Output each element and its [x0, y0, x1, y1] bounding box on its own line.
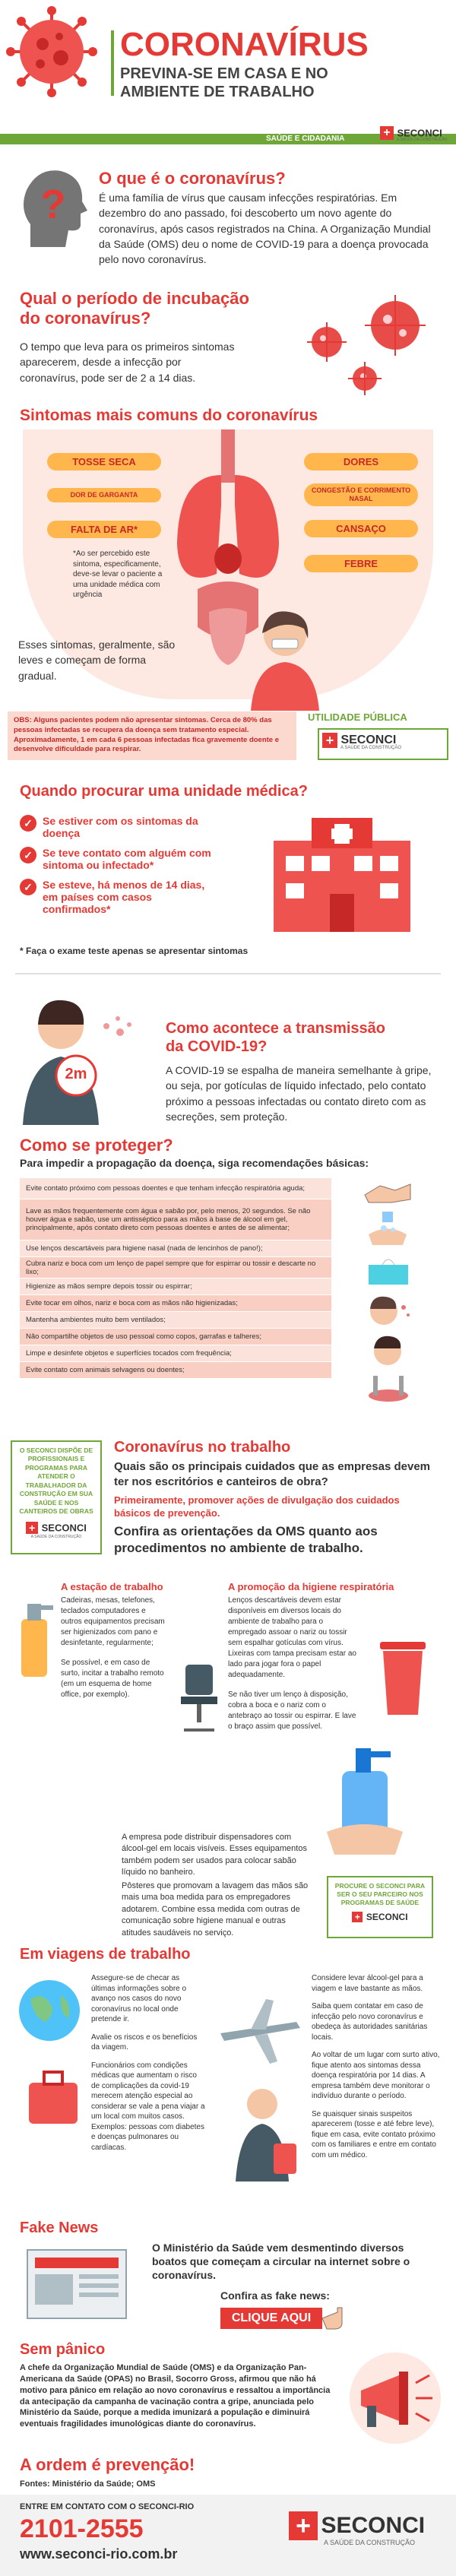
- protect-icons: [346, 1178, 437, 1406]
- symptom-dores: DORES: [304, 453, 418, 471]
- col1-title: A estação de trabalho: [61, 1581, 163, 1592]
- hospital-icon: [258, 810, 426, 939]
- work-side-text: O SECONCI DISPÕE DE PROFISSIONAIS E PROGRAMAS PARA ATENDER O TRABALHADOR DA CONSTRUÇÃO EM SUA SAÚDE E NOS CANTEIROS DE OBRAS: [19, 1446, 93, 1516]
- work-confirm: Confira as orientações da OMS quanto aos procedimentos no ambiente de trabalho.: [114, 1524, 378, 1556]
- seconci-cross-icon: +: [289, 2511, 318, 2540]
- gel-text1: A empresa pode distribuir dispensadores com álcool-gel em locais visíveis. Esses equipamentos também podem ser usados para colocar sabão líquido no banheiro.: [122, 1833, 307, 1877]
- table-row: Evite contato próximo com pessoas doentes e que tenham infecção respiratória aguda;: [20, 1178, 331, 1199]
- table-row: Lave as mãos frequentemente com água e sabão por, pelo menos, 20 segundos. Se não houver água e sabão, use um antisséptico para as mãos à base de álcool em gel, principalmente, após contato direto com pessoas doentes e antes de se alimentar;: [20, 1199, 331, 1240]
- table-row: Mantenha ambientes muito bem ventilados;: [20, 1312, 331, 1329]
- worried-woman-icon: [228, 604, 342, 711]
- panic-text: A chefe da Organização Mundial de Saúde (OMS) e da Organização Pan-Americana da Saúde (OPAS) no Brasil, Socorro Gross, afirmou que não há motivo para pânico em relação ao novo coronavírus e ressaltou a importância da antecipação da campanha de vacinação contra a gripe, anunciada pelo Ministério da Saúde, porque a medida imunizará a população e diminuirá eventuais fragilidades imunológicas diante do coronavírus.: [20, 2363, 331, 2429]
- symptom-febre: FEBRE: [304, 555, 418, 572]
- travel-col1: Assegure-se de checar as últimas informações sobre o avanço nos casos do novo coronavírus no local onde pretende ir. Avalie os riscos e os benefícios da viagem. Funcionários com condições médicas que aumentam o risco de complicações da covid-19 merecem atenção especial ao considerar se vale a pena viajar a um local com muitos casos. Exemplos: pessoas com diabetes e doenças pulmonares ou cardíacas.: [91, 1974, 205, 2152]
- obs-text: OBS: Alguns pacientes podem não apresentar sintomas. Cerca de 80% das pessoas infectadas se recupera da doença sem tratamento especial. Aproximadamente, 1 em cada 6 pessoas infectadas fica gravemente doente e desenvolve dificuldade para respirar.: [14, 716, 280, 754]
- trash-bin-icon: [372, 1634, 433, 1718]
- seconci-cross-icon: +: [380, 126, 394, 140]
- gel-text2: Pôsteres que promovam a lavagem das mãos são mais uma boa medida para os empregadores adotarem. Combine essa medida com outras de comunicação sobre higiene manual e outras atitudes saudáveis no serviço.: [122, 1881, 309, 1938]
- when-seek-list: [20, 815, 217, 923]
- fake-news-confira: Confira as fake news:: [220, 2289, 330, 2302]
- col2-title: A promoção da higiene respiratória: [228, 1581, 394, 1592]
- click-here-button[interactable]: CLIQUE AQUI: [220, 2308, 322, 2329]
- order-sources: Fontes: Ministério da Saúde; OMS: [20, 2479, 156, 2489]
- symptoms-severity: Esses sintomas, geralmente, são leves e começam de forma gradual.: [18, 638, 176, 682]
- transmission-title-2: da COVID-19?: [166, 1038, 268, 1055]
- distance-label: 2m: [65, 1066, 87, 1082]
- virus-icon: [6, 6, 97, 97]
- table-row: Evite tocar em olhos, nariz e boca com as mãos não higienizadas;: [20, 1295, 331, 1312]
- obs-logo-tagline: A SAÚDE DA CONSTRUÇÃO: [340, 746, 402, 750]
- incubation-text: O tempo que leva para os primeiros sintomas aparecerem, desde a infecção por coronavírus, pode ser de 2 a 14 dias.: [20, 341, 235, 384]
- order-title: A ordem é prevenção!: [20, 2455, 195, 2474]
- protect-subtitle: Para impedir a propagação da doença, siga recomendações básicas:: [20, 1157, 369, 1169]
- transmission-divider: [15, 973, 441, 974]
- work-first: Primeiramente, promover ações de divulgação dos cuidados básicos de prevenção.: [114, 1494, 400, 1519]
- header-divider: [111, 30, 114, 96]
- procure-box: [327, 1876, 433, 1938]
- seconci-cross-icon: +: [322, 733, 337, 748]
- header-logo: [380, 126, 448, 142]
- when-seek-note: * Faça o exame teste apenas se apresentar sintomas: [20, 946, 249, 956]
- page-subtitle-2: AMBIENTE DE TRABALHO: [120, 84, 315, 100]
- seconci-cross-icon: +: [26, 1522, 38, 1534]
- dishes-icon: [366, 1373, 411, 1403]
- handshake-icon: [361, 1180, 414, 1206]
- symptoms-title: Sintomas mais comuns do coronavírus: [20, 407, 318, 424]
- logo-tagline: A SAÚDE DA CONSTRUÇÃO: [397, 138, 448, 143]
- traveler-icon: [220, 2083, 304, 2182]
- protect-title: Como se proteger?: [20, 1136, 173, 1155]
- incubation-title-1: Qual o período de incubação: [20, 289, 249, 308]
- disinfectant-spray-icon: [14, 1596, 55, 1680]
- col2-text2: Se não tiver um lenço à disposição, cobra a boca e o nariz com o antebraço ao tossir ou espirrar. E lave o braço assim que possível.: [228, 1690, 356, 1731]
- fake-news-text: O Ministério da Saúde vem desmentindo diversos boatos que começam a circular na internet sobre o coronavírus.: [152, 2242, 410, 2282]
- suitcase-icon: [23, 2067, 84, 2128]
- work-title: Coronavírus no trabalho: [114, 1439, 291, 1456]
- list-item: ✓ Se estiver com os sintomas da doença: [20, 815, 217, 839]
- travel-col2: Considere levar álcool-gel para a viagem e lave bastante as mãos. Saiba quem contatar em caso de infecção pelo novo coronavírus e obedeça às autoridades sanitárias locais. Ao voltar de um lugar com surto ativo, fique atento aos sintomas dessa doença respiratória por 14 dias. A empresa também deve monitorar o indivíduo durante o período. Se quaisquer sinais suspeitos aparecerem (tosse e até febre leve), fique em casa, evite contato próximo com os familiares e entre em contato com um médico.: [312, 1974, 440, 2159]
- col1-text2: Se possível, e em caso de surto, incitar a trabalho remoto (em um esquema de home office, por exemplo).: [61, 1659, 164, 1699]
- page-subtitle-1: PREVINA-SE EM CASA E NO: [120, 65, 328, 82]
- face-touch-icon: [363, 1333, 413, 1368]
- when-seek-title: Quando procurar uma unidade médica?: [20, 783, 308, 800]
- travel-title: Em viagens de trabalho: [20, 1946, 191, 1963]
- check-icon: ✓: [20, 879, 36, 895]
- procure-text: PROCURE O SECONCI PARA SER O SEU PARCEIRO NOS PROGRAMAS DE SAÚDE: [334, 1882, 426, 1907]
- table-row: Não compartilhe objetos de uso pessoal como copos, garrafas e talheres;: [20, 1329, 331, 1345]
- seconci-cross-icon: +: [352, 1912, 363, 1922]
- table-row: Limpe e desinfete objetos e superfícies tocados com frequência;: [20, 1345, 331, 1362]
- what-is-title: O que é o coronavírus?: [99, 169, 286, 188]
- footer-logo-tagline: A SAÚDE DA CONSTRUÇÃO: [324, 2539, 416, 2546]
- virus-cluster-icon: [281, 289, 441, 403]
- footer: [0, 2495, 456, 2576]
- col2-text1: Lenços descartáveis devem estar disponíveis em diversos locais do ambiente de trabalho para o empregado assoar o nariz ou tossir sem espalhar gotículas com vírus. Lixeiras com tampa precisam estar ao lado para jogar fora o papel adequadamente.: [228, 1596, 356, 1679]
- fake-news-title: Fake News: [20, 2220, 99, 2236]
- coughing-person-icon: [15, 981, 152, 1125]
- page-title: CORONAVÍRUS: [120, 26, 369, 63]
- footer-logo-name: SECONCI: [321, 2513, 426, 2538]
- check-icon: ✓: [20, 847, 36, 863]
- symptom-note: *Ao ser percebido este sintoma, especificamente, deve-se levar o paciente a uma unidade médica com urgência: [73, 550, 163, 599]
- work-side-box: [11, 1440, 102, 1554]
- table-row: Higienize as mãos sempre depois tossir ou espirrar;: [20, 1278, 331, 1295]
- symptom-cansaco: CANSAÇO: [304, 520, 418, 537]
- header: [0, 0, 456, 100]
- transmission-text: A COVID-19 se espalha de maneira semelhante à gripe, ou seja, por gotículas de líquido infectado, pelo contato próximo a pessoas infectadas ou contato direto com as secreções, sem proteção.: [166, 1064, 432, 1123]
- transmission-title-1: Como acontece a transmissão: [166, 1020, 385, 1037]
- symptom-garganta: DOR DE GARGANTA: [47, 488, 161, 502]
- panic-title: Sem pânico: [20, 2341, 106, 2358]
- newspaper-icon: [20, 2242, 134, 2326]
- svg-text:?: ?: [40, 182, 66, 227]
- symptom-congestao: CONGESTÃO E CORRIMENTO NASAL: [304, 483, 418, 506]
- hand-pointer-icon: [319, 2305, 350, 2332]
- obs-logo: [318, 728, 448, 760]
- col1-text1: Cadeiras, mesas, telefones, teclados computadores e outros equipamentos precisam ser higienizados com pano e desinfetante, regularmente;: [61, 1596, 165, 1647]
- tissue-box-icon: [367, 1254, 410, 1285]
- symptom-tosse: TOSSE SECA: [47, 453, 161, 471]
- category-label: SAÚDE E CIDADANIA: [266, 135, 345, 143]
- table-row: Use lenços descartáveis para higiene nasal (nada de lencinhos de pano!);: [20, 1240, 331, 1257]
- work-side-logo: + SECONCI A SAÚDE DA CONSTRUÇÃO: [16, 1521, 97, 1539]
- obs-box: [8, 711, 296, 760]
- check-icon: ✓: [20, 815, 36, 832]
- logo-name: SECONCI: [397, 127, 442, 139]
- footer-phone: 2101-2555: [20, 2514, 144, 2543]
- question-head-icon: [15, 163, 91, 255]
- sanitizer-dispenser-icon: [319, 1741, 410, 1855]
- symptom-falta-ar: FALTA DE AR*: [47, 521, 161, 538]
- footer-logo: [289, 2511, 425, 2546]
- list-item: ✓ Se esteve, há menos de 14 dias, em países com casos confirmados*: [20, 879, 217, 915]
- table-row: Cubra nariz e boca com um lenço de papel sempre que for espirrar ou tossir e descarte no lixo;: [20, 1257, 331, 1278]
- table-row: Evite contato com animais selvagens ou doentes;: [20, 1362, 331, 1379]
- sneeze-icon: [361, 1292, 414, 1330]
- protect-table: [20, 1178, 331, 1379]
- globe-icon: [15, 1976, 84, 2045]
- public-utility-label: UTILIDADE PÚBLICA: [308, 711, 407, 723]
- footer-contact-label: ENTRE EM CONTATO COM O SECONCI-RIO: [20, 2502, 195, 2511]
- obs-logo-name: SECONCI: [340, 734, 397, 746]
- work-question: Quais são os principais cuidados que as empresas devem ter nos escritórios e canteiros de obra?: [114, 1460, 431, 1488]
- procure-logo: + SECONCI: [333, 1910, 427, 1924]
- list-item: ✓ Se teve contato com alguém com sintoma ou infectado*: [20, 847, 217, 871]
- airplane-icon: [213, 1991, 304, 2067]
- megaphone-icon: [346, 2349, 445, 2448]
- incubation-title-2: do coronavírus?: [20, 309, 151, 328]
- footer-site-link[interactable]: www.seconci-rio.com.br: [20, 2546, 178, 2562]
- what-is-text: É uma família de vírus que causam infecções respiratórias. Em dezembro do ano passado, foi descoberto um novo agente do coronavírus, após casos registrados na China. A Organização Mundial da Saúde (OMS) deu o nome de COVID-19 para a doença provocada pelo novo coronavírus.: [99, 192, 431, 266]
- chair-icon: [176, 1665, 222, 1733]
- hand-wash-icon: [361, 1212, 414, 1247]
